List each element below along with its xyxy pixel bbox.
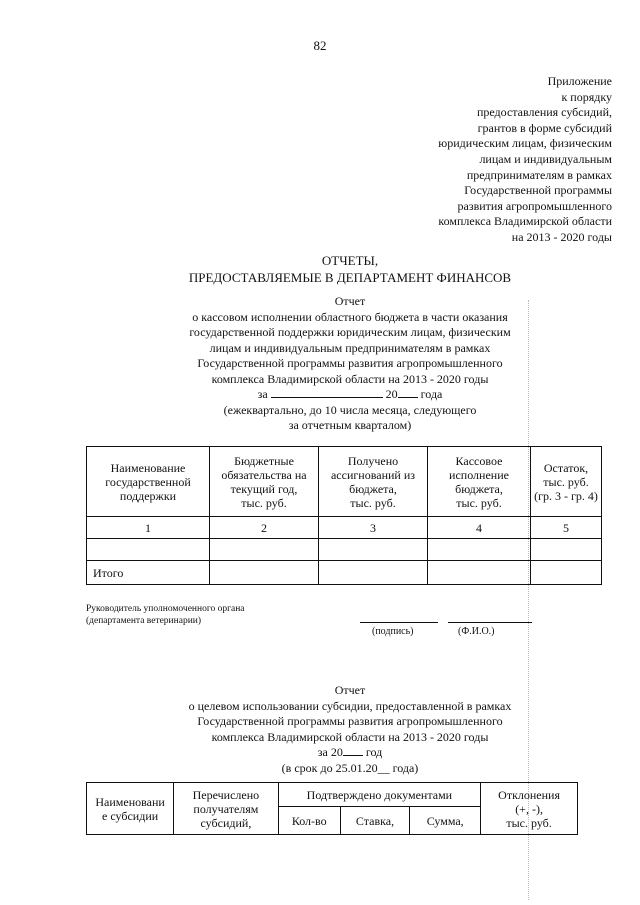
column-number: 5 xyxy=(531,517,602,539)
period-year: 20 xyxy=(385,387,398,401)
section-title xyxy=(90,252,610,286)
year-blank xyxy=(398,387,418,398)
report2-title: Отчет xyxy=(334,683,366,697)
period-prefix: за 20 xyxy=(317,745,343,759)
appendix-note xyxy=(438,74,612,246)
table-cell xyxy=(428,561,531,585)
subheader-cell: Сумма, xyxy=(410,807,481,835)
report1-note: (ежеквартально, до 10 числа месяца, следующего xyxy=(223,402,477,417)
header-group-cell: Подтверждено документами xyxy=(278,783,481,807)
header-cell: Получено ассигнований из бюджета, тыс. руб. xyxy=(319,447,428,517)
report2-table xyxy=(86,782,578,835)
period-blank xyxy=(271,387,383,398)
appendix-line: грантов в форме субсидий xyxy=(477,120,612,135)
header-cell: Наименование государственной поддержки xyxy=(87,447,210,517)
appendix-line: на 2013 - 2020 годы xyxy=(511,229,612,244)
table-cell xyxy=(319,561,428,585)
table-cell xyxy=(87,539,210,561)
signature-underline xyxy=(360,622,438,623)
appendix-line: развития агропромышленного xyxy=(457,198,612,213)
report2-line: комплекса Владимирской области на 2013 - 2020 годы xyxy=(211,729,489,744)
header-cell: Кассовое исполнение бюджета, тыс. руб. xyxy=(428,447,531,517)
report1-line: комплекса Владимирской области на 2013 - 2020 годы xyxy=(211,371,489,386)
report2-period xyxy=(90,745,610,761)
appendix-line: Приложение xyxy=(547,74,612,88)
report1-line: Государственной программы развития агропромышленного xyxy=(197,356,503,370)
period-suffix: год xyxy=(365,745,383,759)
appendix-line: лицам и индивидуальным xyxy=(479,151,612,166)
table-cell xyxy=(210,561,319,585)
header-cell: Наименовани е субсидии xyxy=(87,783,174,835)
table-row xyxy=(87,539,602,561)
column-number: 1 xyxy=(87,517,210,539)
report2-line: Государственной программы развития агропромышленного xyxy=(197,714,503,728)
appendix-line: к порядку xyxy=(561,89,612,104)
report1-note: за отчетным кварталом) xyxy=(288,418,412,432)
appendix-line: Государственной программы xyxy=(464,183,612,198)
year-blank xyxy=(343,745,363,756)
name-underline xyxy=(448,622,532,623)
report1-period xyxy=(90,387,610,403)
period-prefix: за xyxy=(257,387,268,401)
column-number: 4 xyxy=(428,517,531,539)
signature-caption xyxy=(86,603,245,627)
report1-table xyxy=(86,446,602,585)
appendix-line: комплекса Владимирской области xyxy=(438,214,612,229)
appendix-line: юридическим лицам, физическим xyxy=(438,136,612,151)
header-cell: Бюджетные обязательства на текущий год, тыс. руб. xyxy=(210,447,319,517)
report2-heading xyxy=(90,683,610,776)
header-cell: Перечислено получателям субсидий, xyxy=(174,783,278,835)
report1-line: государственной поддержки юридическим лицам, физическим xyxy=(189,325,511,339)
table-cell xyxy=(210,539,319,561)
column-number: 2 xyxy=(210,517,319,539)
period-suffix: года xyxy=(420,387,443,401)
table-total-row xyxy=(87,561,602,585)
column-number: 3 xyxy=(319,517,428,539)
subheader-cell: Кол-во xyxy=(278,807,340,835)
table-number-row xyxy=(87,517,602,539)
report1-line: лицам и индивидуальным предпринимателям в рамках xyxy=(209,340,491,355)
subheader-cell: Ставка, xyxy=(340,807,409,835)
table-header-row xyxy=(87,783,578,807)
total-label: Итого xyxy=(87,561,210,585)
report2-deadline: (в срок до 25.01.20__ года) xyxy=(281,760,419,775)
signature-line1: Руководитель уполномоченного органа xyxy=(86,604,245,614)
table-header-row xyxy=(87,447,602,517)
table-cell xyxy=(319,539,428,561)
table-cell xyxy=(428,539,531,561)
table-cell xyxy=(531,561,602,585)
signature-label: (подпись) xyxy=(372,626,414,637)
signature-line2: (департамента ветеринарии) xyxy=(86,616,202,626)
appendix-line: предпринимателям в рамках xyxy=(466,167,612,182)
report2-line: о целевом использовании субсидии, предоставленной в рамках xyxy=(188,698,512,713)
section-title-line2: ПРЕДОСТАВЛЯЕМЫЕ В ДЕПАРТАМЕНТ ФИНАНСОВ xyxy=(188,270,512,285)
page-number: 82 xyxy=(313,38,327,53)
appendix-line: предоставления субсидий, xyxy=(476,105,612,120)
report1-line: о кассовом исполнении областного бюджета в части оказания xyxy=(192,309,508,324)
report1-heading xyxy=(90,294,610,434)
table-cell xyxy=(531,539,602,561)
name-label: (Ф.И.О.) xyxy=(458,626,495,637)
report1-title: Отчет xyxy=(334,294,366,308)
header-cell: Отклонения (+, -), тыс. руб. xyxy=(481,783,578,835)
header-cell: Остаток, тыс. руб. (гр. 3 - гр. 4) xyxy=(531,447,602,517)
section-title-line1: ОТЧЕТЫ, xyxy=(321,253,379,268)
